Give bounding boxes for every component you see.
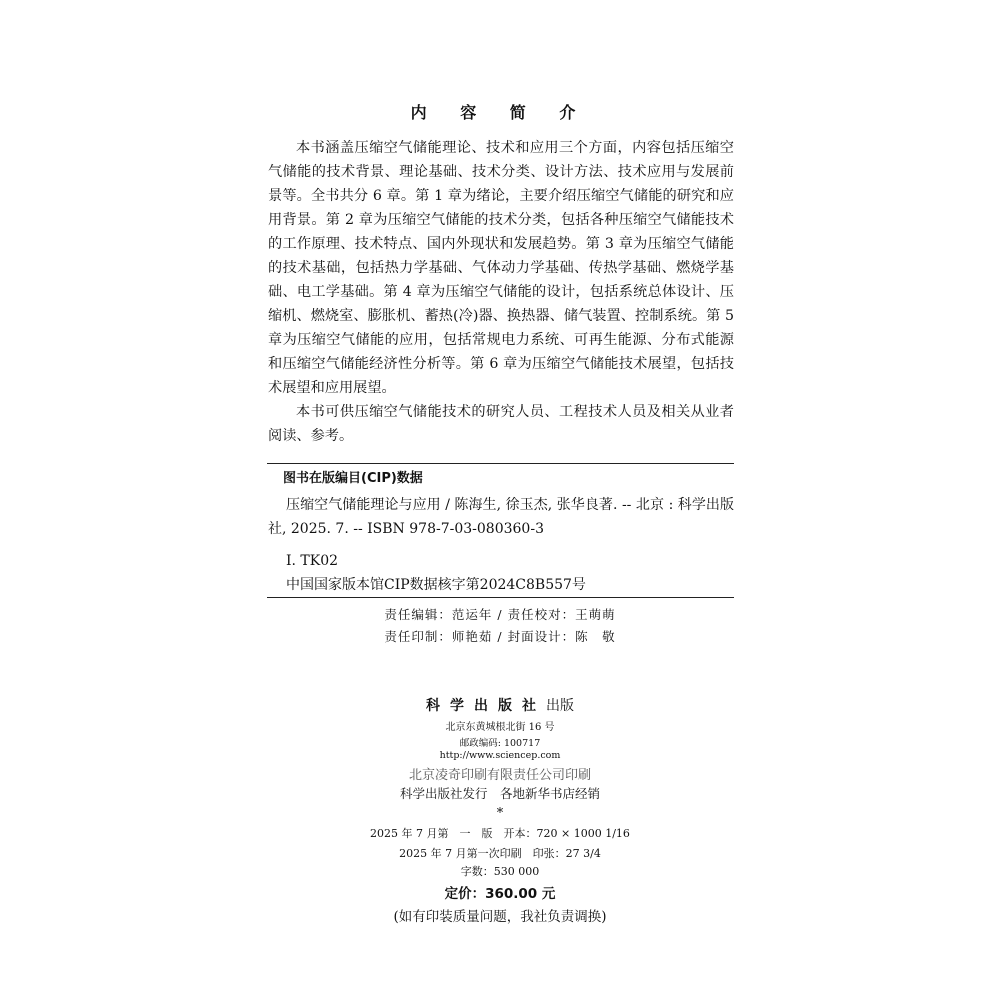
- cip-block: [268, 493, 734, 593]
- price-line: 定价：360.00 元: [444, 886, 556, 902]
- printing-line: 2025 年 7 月第一次印刷 印张：27 3/4: [399, 847, 601, 860]
- publisher-name: 科学出版社: [426, 698, 546, 714]
- cip-description: 压缩空气储能理论与应用 / 陈海生, 徐玉杰, 张华良著. -- 北京 : 科学出版社, 2025. 7. -- ISBN 978-7-03-080360-3: [268, 497, 734, 537]
- quality-notice: (如有印装质量问题，我社负责调换): [393, 909, 607, 925]
- cip-bottom-rule: [267, 597, 734, 598]
- summary-paragraph-1: 本书涵盖压缩空气储能理论、技术和应用三个方面，内容包括压缩空气储能的技术背景、理论基础、技术分类、设计方法、技术应用与发展前景等。全书共分 6 章。第 1 章为绪论，主要介绍压缩空气储能的研究和应用背景。第 2 章为压缩空气储能的技术分类，包括各种压缩空气储能技术的工作原理、技术特点、国内外现状和发展趋势。第 3 章为压缩空气储能的技术基础，包括热力学基础、气体动力学基础、传热学基础、燃烧学基础、电工学基础。第 4 章为压缩空气储能的设计，包括系统总体设计、压缩机、燃烧室、膨胀机、蓄热(冷)器、换热器、储气装置、控制系统。第 5 章为压缩空气储能的应用，包括常规电力系统、可再生能源、分布式能源和压缩空气储能经济性分析等。第 6 章为压缩空气储能技术展望，包括技术展望和应用展望。: [268, 140, 734, 396]
- editor-credits: 责任编辑：范运年 / 责任校对：王萌萌: [384, 607, 616, 622]
- summary-paragraph-2: 本书可供压缩空气储能技术的研究人员、工程技术人员及相关从业者阅读、参考。: [268, 404, 734, 444]
- cip-top-rule: [267, 463, 734, 464]
- cip-check-number: 中国国家版本馆CIP数据核字第2024C8B557号: [286, 577, 586, 593]
- summary-text: [268, 136, 734, 448]
- edition-line: 2025 年 7 月第 一 版 开本：720 × 1000 1/16: [370, 827, 630, 840]
- publisher-url: http://www.sciencep.com: [439, 750, 561, 761]
- publisher-line: [0, 695, 1000, 715]
- publisher-suffix: 出版: [546, 698, 574, 714]
- publisher-address: 北京东黄城根北街 16 号: [445, 722, 555, 733]
- publisher-postal-code: 邮政编码: 100717: [459, 738, 541, 749]
- printer-line: 北京凌奇印刷有限责任公司印刷: [408, 768, 591, 783]
- summary-title: 内 容 简 介: [410, 103, 590, 122]
- word-count-line: 字数：530 000: [460, 865, 540, 878]
- cip-heading: 图书在版编目(CIP)数据: [283, 471, 423, 486]
- separator-asterisk: *: [496, 806, 504, 821]
- production-credits: 责任印制：师艳茹 / 封面设计：陈 敬: [384, 629, 616, 644]
- distribution-line: 科学出版社发行 各地新华书店经销: [399, 786, 600, 801]
- cip-classification: Ⅰ. TK02: [286, 553, 339, 569]
